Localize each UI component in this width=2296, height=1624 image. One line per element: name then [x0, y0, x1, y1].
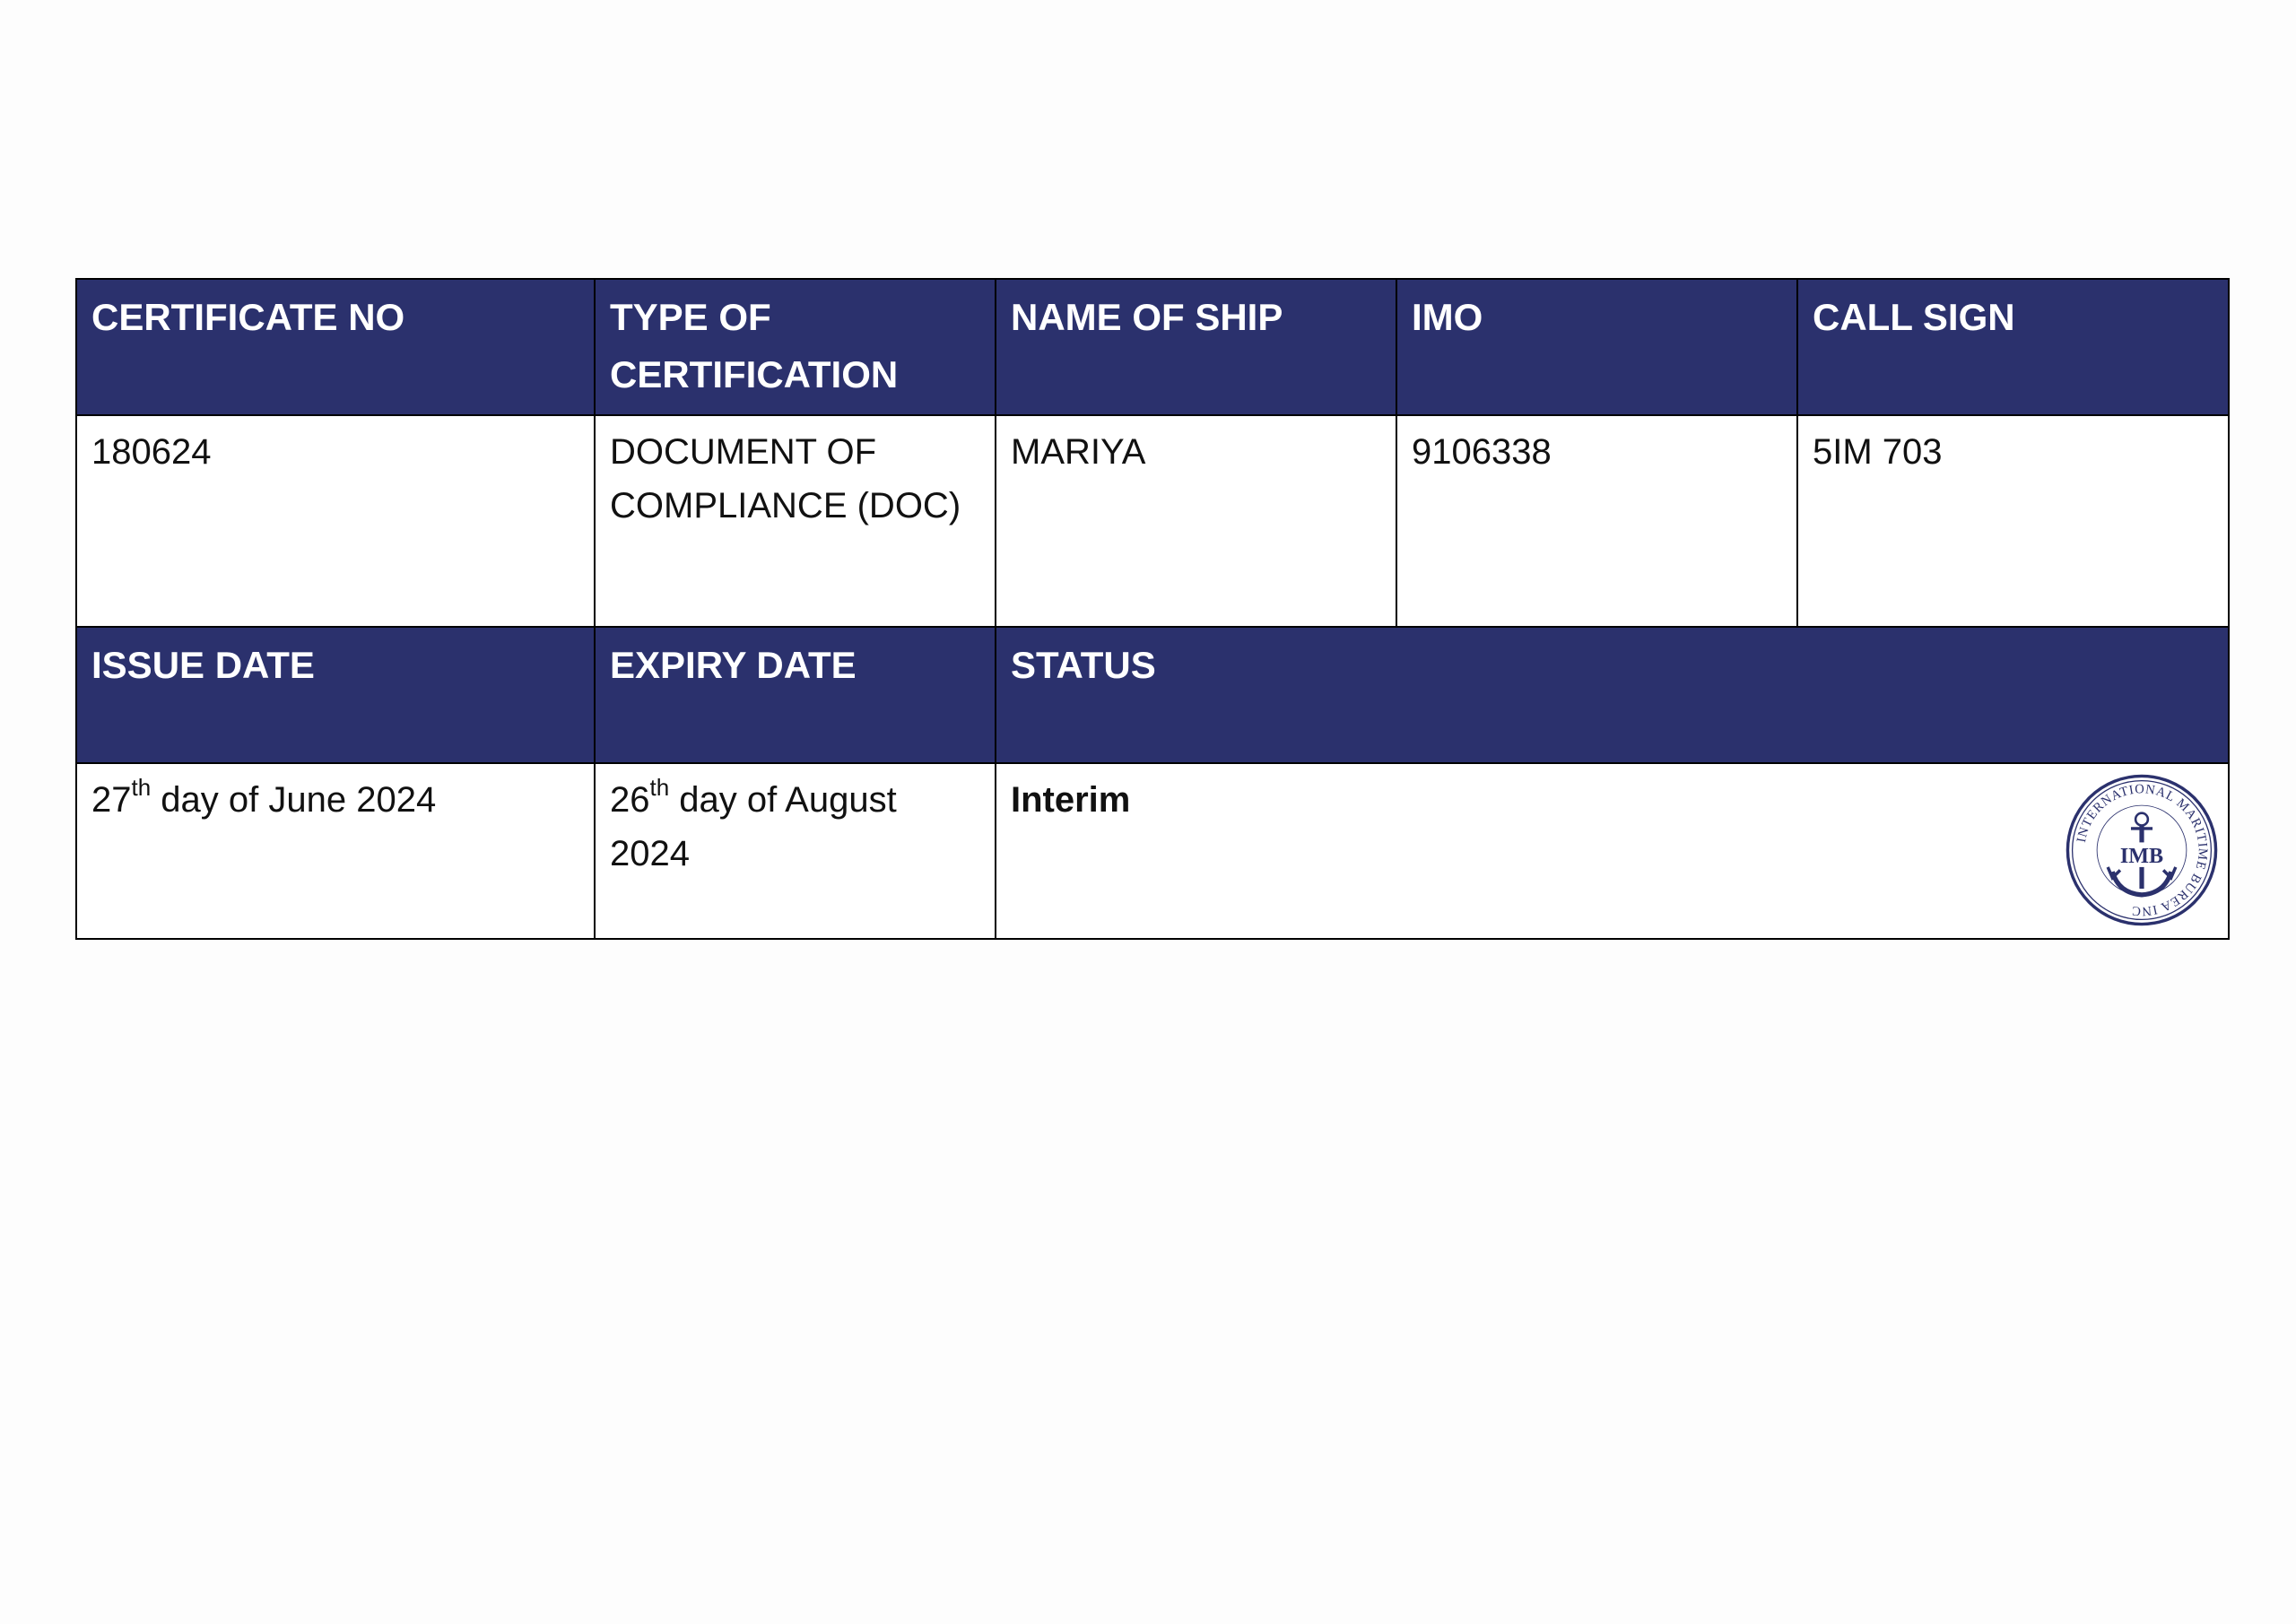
- status-header: STATUS: [996, 627, 2229, 763]
- seal-ring-text: INTERNATIONAL MARITIME BUREA INC: [2074, 782, 2210, 918]
- expiry-date-suffix: th: [649, 774, 670, 801]
- issue-date-day: 27: [91, 780, 132, 820]
- call-sign-value: 5IM 703: [1797, 415, 2229, 627]
- type-of-certification-header: TYPE OF CERTIFICATION: [595, 279, 996, 415]
- certificate-no-value: 180624: [76, 415, 595, 627]
- expiry-date-day: 26: [610, 780, 650, 820]
- header-row-1: [76, 279, 2229, 415]
- imo-value: 9106338: [1396, 415, 1797, 627]
- header-row-2: [76, 627, 2229, 763]
- status-value-cell: [996, 763, 2229, 939]
- certificate-no-header: CERTIFICATE NO: [76, 279, 595, 415]
- imb-seal-logo: [2065, 773, 2219, 927]
- name-of-ship-value: MARIYA: [996, 415, 1396, 627]
- expiry-date-value: [595, 763, 996, 939]
- expiry-date-rest: day of August 2024: [610, 780, 897, 873]
- issue-date-suffix: th: [131, 774, 152, 801]
- values-row-1: [76, 415, 2229, 627]
- name-of-ship-header: NAME OF SHIP: [996, 279, 1396, 415]
- status-value: Interim: [1011, 780, 1131, 820]
- issue-date-rest: day of June 2024: [151, 780, 437, 820]
- imo-header: IMO: [1396, 279, 1797, 415]
- call-sign-header: CALL SIGN: [1797, 279, 2229, 415]
- type-of-certification-value: DOCUMENT OF COMPLIANCE (DOC): [595, 415, 996, 627]
- issue-date-value: [76, 763, 595, 939]
- expiry-date-header: EXPIRY DATE: [595, 627, 996, 763]
- seal-center-text: IMB: [2119, 844, 2164, 868]
- certificate-table: [75, 278, 2230, 940]
- issue-date-header: ISSUE DATE: [76, 627, 595, 763]
- values-row-2: [76, 763, 2229, 939]
